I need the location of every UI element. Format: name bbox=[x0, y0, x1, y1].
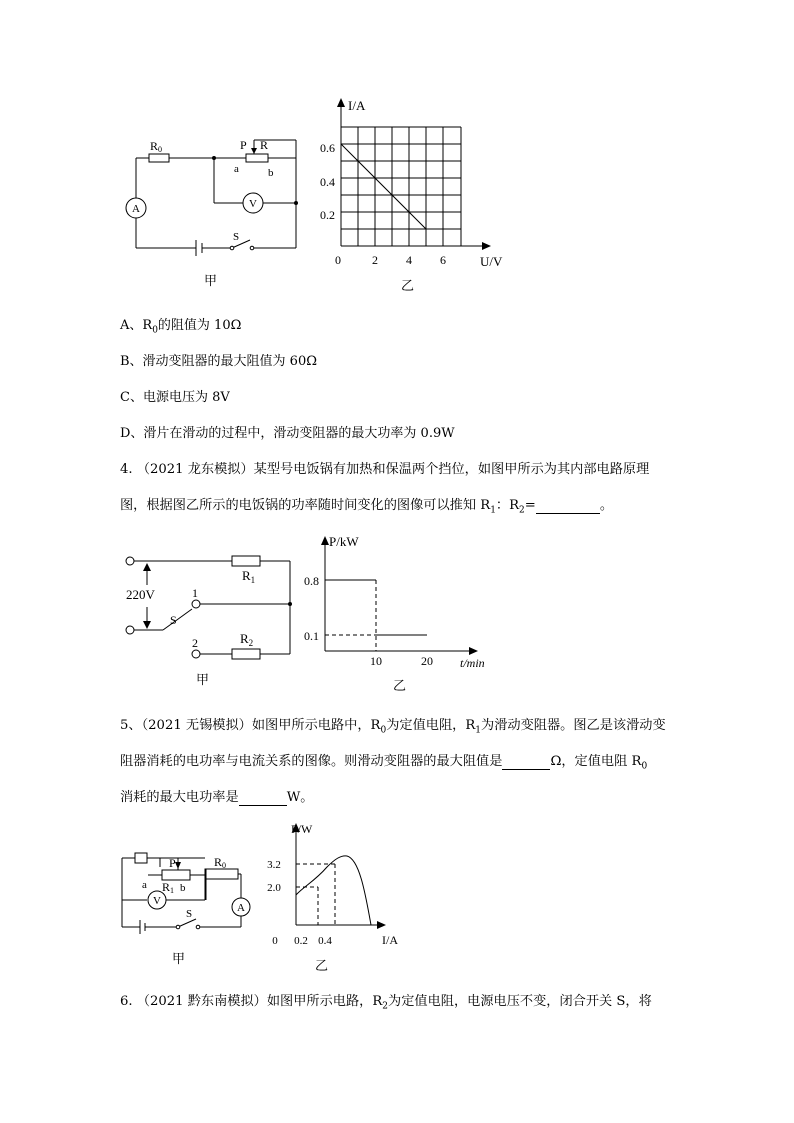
label-b: b bbox=[180, 882, 186, 894]
label-r1: R1 bbox=[162, 880, 175, 895]
q4-power-time-graph bbox=[295, 528, 505, 698]
label-a: a bbox=[142, 879, 147, 891]
caption-yi: 乙 bbox=[315, 958, 329, 973]
resistor-r1 bbox=[232, 556, 260, 566]
option-d: D、滑片在滑动的过程中，滑动变阻器的最大功率为 0.9W bbox=[120, 426, 455, 441]
q5-circuit-diagram bbox=[110, 835, 270, 975]
caption-jia: 甲 bbox=[172, 951, 186, 966]
voltmeter-label: V bbox=[153, 895, 161, 907]
caption-yi: 乙 bbox=[393, 678, 407, 693]
answer-blank[interactable] bbox=[502, 754, 550, 770]
y-tick: 2.0 bbox=[267, 882, 281, 894]
y-tick: 3.2 bbox=[267, 859, 281, 871]
answer-blank[interactable] bbox=[239, 790, 287, 806]
x-axis-label: t/min bbox=[460, 656, 485, 670]
label-p: P bbox=[169, 856, 176, 870]
q6-line1: 6. （2021 黔东南模拟）如图甲所示电路，$R_2$为定值电阻，电源电压不变，闭合开关 S，将 bbox=[120, 994, 652, 1012]
label-b: b bbox=[268, 167, 274, 179]
x-axis-label: I/A bbox=[382, 933, 398, 947]
option-c: C、电源电压为 8V bbox=[120, 390, 230, 405]
y-tick: 0.6 bbox=[320, 141, 335, 155]
voltmeter-label: V bbox=[249, 198, 257, 210]
x-tick: 0.2 bbox=[294, 935, 308, 947]
power-curve bbox=[296, 856, 371, 925]
q5-line1: 5、（2021 无锡模拟）如图甲所示电路中，$R_0$为定值电阻，$R_1$为滑动变阻器。图乙是该滑动变 bbox=[120, 718, 666, 736]
origin-label: 0 bbox=[272, 935, 278, 947]
fig1-circuit-diagram bbox=[110, 120, 320, 300]
x-axis-label: U/V bbox=[480, 254, 503, 269]
q5-power-current-graph bbox=[255, 815, 415, 975]
caption-jia: 甲 bbox=[196, 672, 210, 687]
y-tick: 0.2 bbox=[320, 208, 335, 222]
caption-yi: 乙 bbox=[401, 278, 415, 293]
resistor-r2 bbox=[232, 649, 260, 659]
option-a: A、$R_0$的阻值为 10Ω bbox=[120, 318, 242, 336]
y-tick: 0.8 bbox=[304, 574, 319, 588]
resistor-r0 bbox=[149, 154, 169, 162]
rheostat-r bbox=[246, 154, 268, 162]
q5-line3: 消耗的最大电功率是 W。 bbox=[120, 790, 314, 805]
iu-data-line bbox=[341, 144, 426, 229]
ammeter-label: A bbox=[132, 203, 140, 215]
option-b: B、滑动变阻器的最大阻值为 60Ω bbox=[120, 354, 318, 369]
q5-line2: 阻器消耗的电功率与电流关系的图像。则滑动变阻器的最大阻值是 Ω，定值电阻 $R_0$ bbox=[120, 754, 648, 772]
q4-line1: 4. （2021 龙东模拟）某型号电饭锅有加热和保温两个挡位，如图甲所示为其内部电路原理 bbox=[120, 462, 650, 477]
label-s: S bbox=[233, 231, 240, 243]
label-p: P bbox=[240, 138, 247, 152]
q4-circuit-diagram bbox=[110, 535, 310, 690]
x-tick: 20 bbox=[421, 654, 433, 668]
label-r: R bbox=[260, 138, 269, 152]
label-s: S bbox=[170, 613, 177, 627]
label-r2: $R_2$ bbox=[240, 631, 254, 648]
y-tick: 0.4 bbox=[320, 175, 335, 189]
y-axis-label: P/W bbox=[291, 822, 313, 836]
x-tick: 2 bbox=[372, 253, 378, 267]
x-tick: 4 bbox=[406, 253, 412, 267]
y-tick: 0.1 bbox=[304, 629, 319, 643]
rheostat-r1 bbox=[162, 870, 190, 880]
caption-jia: 甲 bbox=[204, 273, 218, 288]
fig1-iu-graph bbox=[310, 90, 530, 295]
contact-2: 2 bbox=[192, 636, 198, 650]
label-r0: R0 bbox=[150, 139, 163, 154]
answer-blank[interactable] bbox=[536, 498, 600, 514]
contact-1: 1 bbox=[192, 586, 198, 600]
label-r1: $R_1$ bbox=[242, 568, 256, 585]
ammeter-label: A bbox=[237, 902, 245, 914]
voltage-label: 220V bbox=[126, 587, 155, 602]
y-axis-label: I/A bbox=[348, 98, 366, 113]
label-s: S bbox=[186, 908, 193, 920]
y-axis-label: P/kW bbox=[329, 534, 359, 549]
q4-line2: 图，根据图乙所示的电饭锅的功率随时间变化的图像可以推知 $R_1$：$R_2=$ 。 bbox=[120, 498, 614, 516]
x-tick: 10 bbox=[370, 654, 382, 668]
origin-label: 0 bbox=[335, 253, 341, 267]
x-tick: 6 bbox=[440, 253, 446, 267]
label-a: a bbox=[234, 163, 239, 175]
label-r0: R0 bbox=[214, 855, 227, 870]
x-tick: 0.4 bbox=[318, 935, 332, 947]
